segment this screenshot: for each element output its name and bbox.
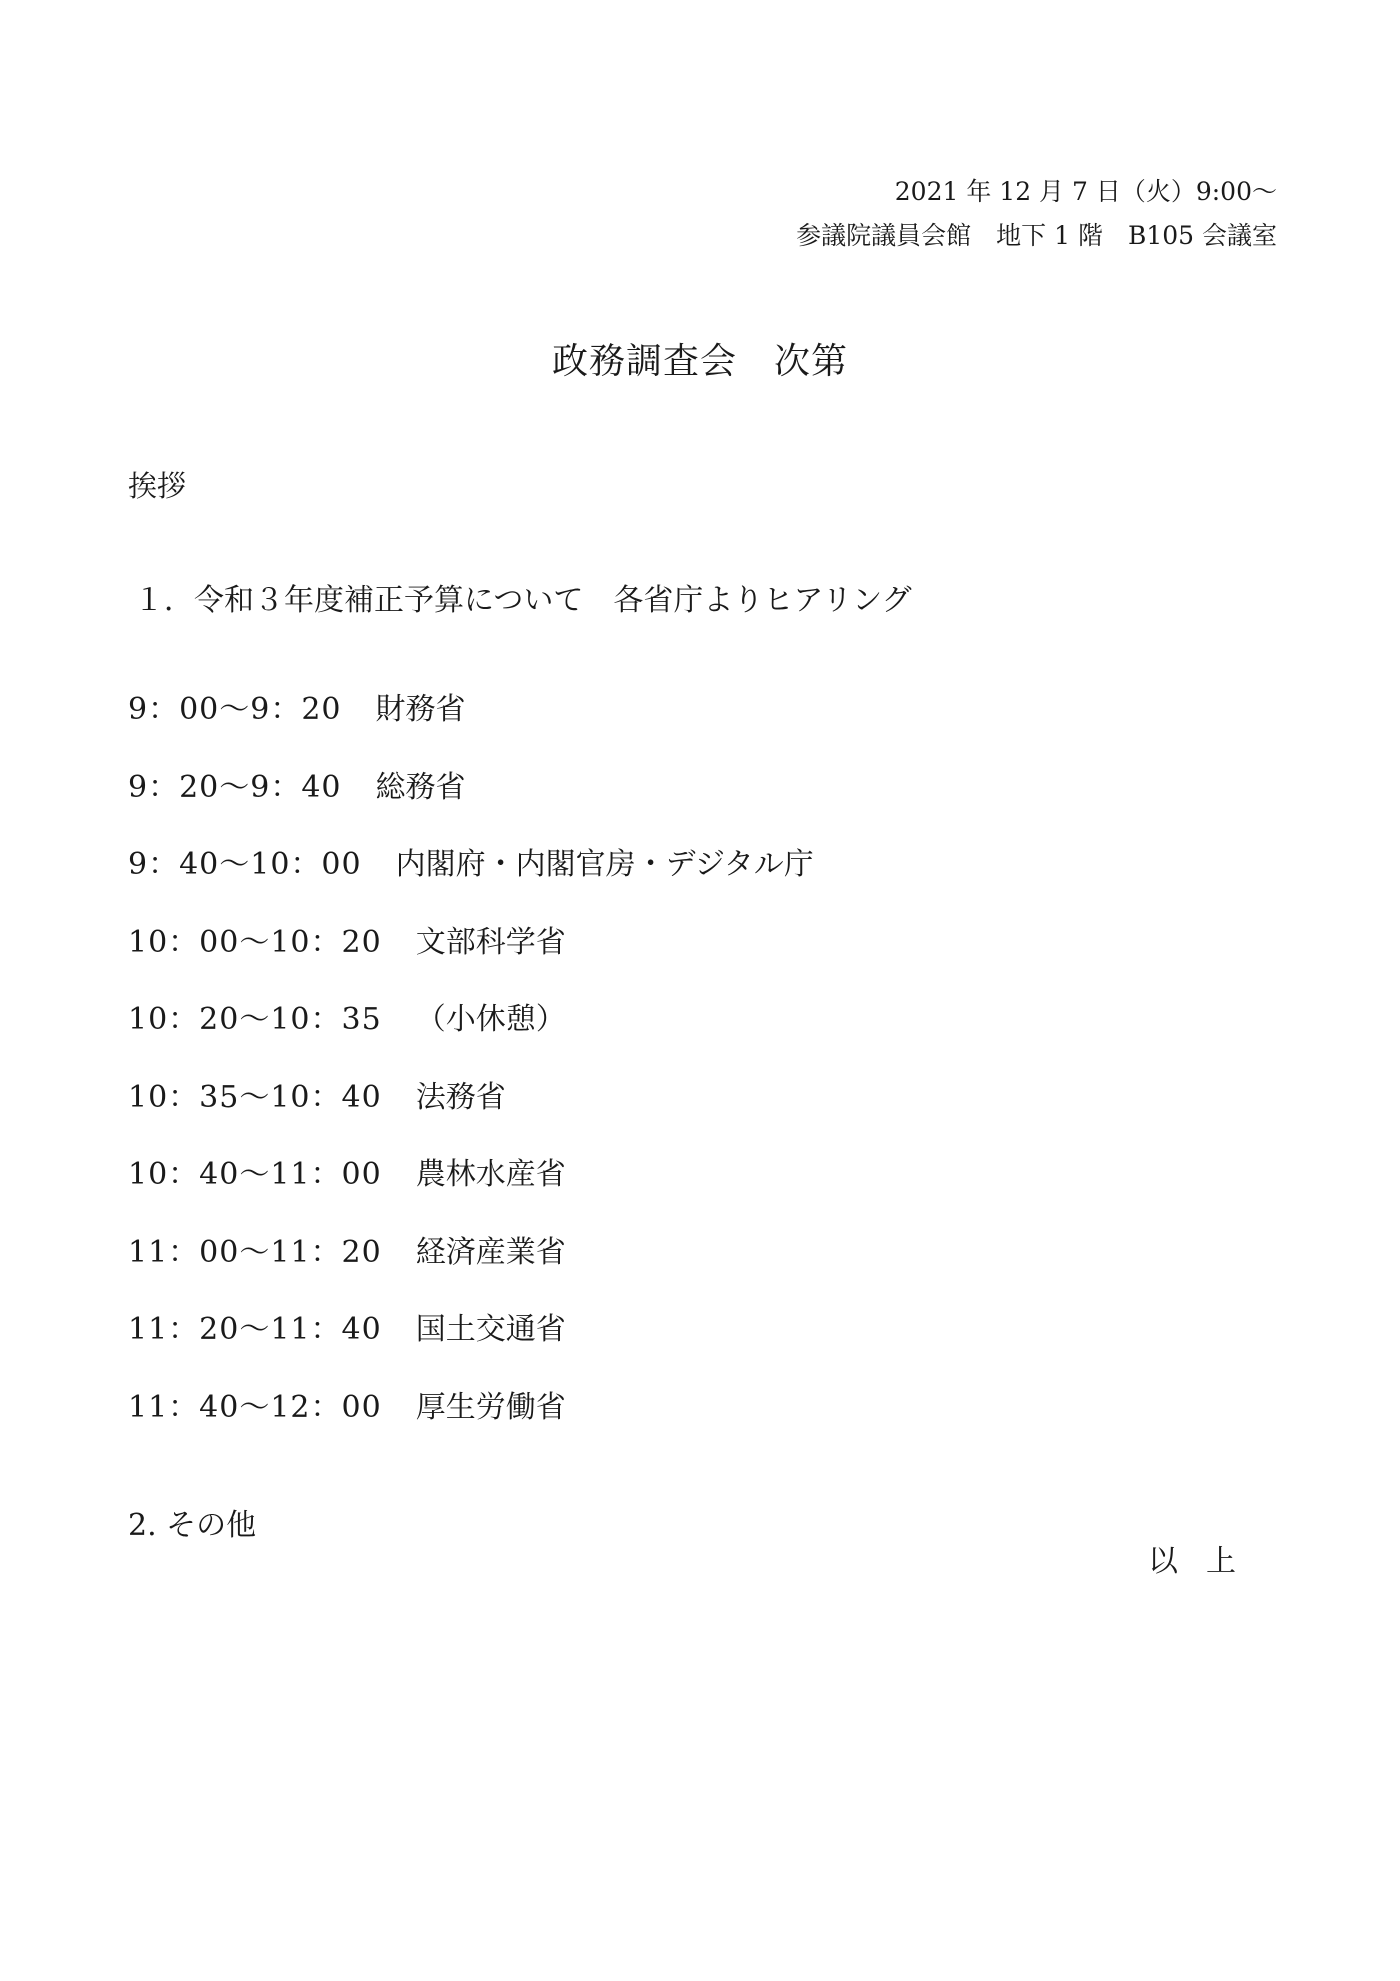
schedule-time: 10：35～10：40 bbox=[128, 1079, 382, 1115]
schedule-ministry: 経済産業省 bbox=[415, 1234, 566, 1270]
schedule-row bbox=[128, 690, 814, 768]
meeting-datetime: 2021 年 12 月 7 日（火）9:00～ bbox=[894, 177, 1277, 206]
schedule-row bbox=[128, 845, 814, 923]
schedule-row bbox=[128, 1078, 814, 1156]
schedule-ministry: 農林水産省 bbox=[415, 1157, 566, 1192]
schedule-row bbox=[128, 768, 814, 846]
schedule-ministry: 総務省 bbox=[375, 769, 466, 805]
section-2-heading: 2. その他 bbox=[128, 1508, 257, 1543]
schedule-time: 10：20～10：35 bbox=[128, 1002, 382, 1037]
schedule-ministry: （小休憩） bbox=[415, 1002, 566, 1037]
meeting-header bbox=[796, 170, 1277, 258]
schedule-ministry: 内閣府・内閣官房・デジタル庁 bbox=[395, 847, 814, 882]
schedule-row bbox=[128, 1233, 814, 1311]
schedule-time: 10：00～10：20 bbox=[128, 924, 382, 960]
schedule-row bbox=[128, 1155, 814, 1233]
closing-mark: 以上 bbox=[1148, 1544, 1264, 1579]
schedule-time: 9：40～10：00 bbox=[128, 847, 362, 882]
hearing-schedule bbox=[128, 690, 814, 1465]
schedule-time: 11：00～11：20 bbox=[128, 1234, 382, 1270]
schedule-time: 9：00～9：20 bbox=[128, 692, 342, 727]
schedule-ministry: 財務省 bbox=[375, 692, 466, 727]
schedule-ministry: 厚生労働省 bbox=[415, 1389, 566, 1425]
schedule-ministry: 法務省 bbox=[415, 1079, 506, 1115]
schedule-row bbox=[128, 923, 814, 1001]
schedule-time: 10：40～11：00 bbox=[128, 1157, 382, 1192]
schedule-time: 11：40～12：00 bbox=[128, 1389, 382, 1425]
schedule-time: 9：20～9：40 bbox=[128, 769, 342, 805]
schedule-time: 11：20～11：40 bbox=[128, 1312, 382, 1347]
section-1-heading: １．令和３年度補正予算について 各省庁よりヒアリング bbox=[134, 583, 912, 618]
meeting-venue: 参議院議員会館 地下 1 階 B105 会議室 bbox=[796, 221, 1277, 250]
schedule-row bbox=[128, 1310, 814, 1388]
greeting-item: 挨拶 bbox=[128, 469, 187, 503]
schedule-ministry: 文部科学省 bbox=[415, 924, 566, 960]
schedule-row bbox=[128, 1388, 814, 1466]
schedule-ministry: 国土交通省 bbox=[415, 1312, 566, 1347]
schedule-row bbox=[128, 1000, 814, 1078]
document-title: 政務調査会 次第 bbox=[551, 341, 848, 382]
